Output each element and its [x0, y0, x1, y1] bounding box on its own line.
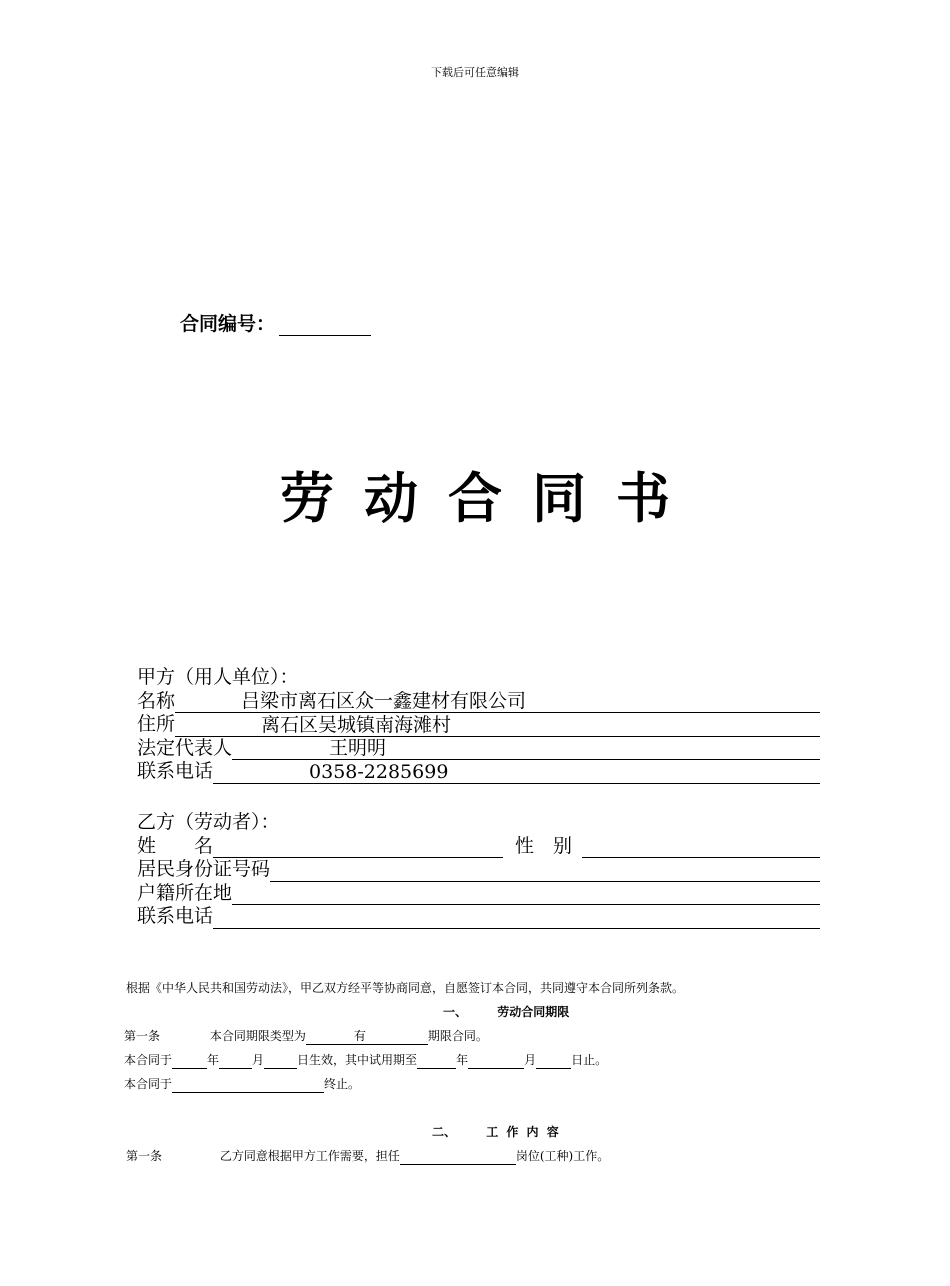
- section-1-clause-text-pre: 本合同期限类型为: [209, 1029, 306, 1043]
- party-b-phone-label: 联系电话: [137, 905, 214, 927]
- party-b-name-gender-row: [137, 835, 820, 859]
- party-b-name-field[interactable]: [213, 835, 503, 858]
- party-a-name-row: [137, 690, 820, 714]
- probation-year-label: 年: [456, 1053, 469, 1067]
- party-a-name-value: 吕梁市离石区众一鑫建材有限公司: [241, 690, 527, 712]
- party-b-id-field[interactable]: [270, 859, 820, 882]
- start-year-field[interactable]: [172, 1053, 207, 1069]
- position-field[interactable]: [400, 1149, 516, 1165]
- party-a-name-label: 名称: [137, 689, 176, 712]
- party-a-address-field[interactable]: [175, 714, 820, 737]
- contract-number-label: 合同编号：: [180, 313, 276, 335]
- start-prefix: 本合同于: [124, 1053, 173, 1067]
- contract-type-value: 有: [353, 1029, 366, 1043]
- end-suffix: 终止。: [324, 1077, 361, 1091]
- party-a-block: [137, 666, 820, 784]
- party-a-legal-rep-label: 法定代表人: [137, 736, 233, 759]
- section-1-clause-1: [124, 1027, 488, 1045]
- section-2-clause-label: 第一条: [126, 1149, 163, 1163]
- start-month-field[interactable]: [219, 1053, 252, 1069]
- end-date-field[interactable]: [172, 1077, 324, 1093]
- party-a-legal-rep-value: 王明明: [329, 737, 387, 759]
- party-b-heading: 乙方（劳动者）：: [137, 811, 280, 833]
- party-b-name-label: 姓 名: [137, 834, 214, 857]
- probation-month-field[interactable]: [468, 1053, 524, 1069]
- party-a-phone-field[interactable]: [213, 761, 820, 784]
- party-a-legal-rep-field[interactable]: [232, 737, 820, 760]
- effective-text: 日生效，其中试用期至: [297, 1053, 418, 1067]
- start-year-label: 年: [207, 1053, 220, 1067]
- party-b-hukou-field[interactable]: [232, 882, 820, 905]
- probation-month-label: 月: [524, 1053, 537, 1067]
- party-b-id-row: [137, 858, 820, 882]
- contract-number: [180, 309, 371, 336]
- section-1-heading: [443, 1003, 569, 1020]
- party-b-phone-field[interactable]: [213, 906, 820, 929]
- party-a-name-field[interactable]: [175, 690, 820, 713]
- section-2-clause-text-pre: 乙方同意根据甲方工作需要，担任: [219, 1149, 400, 1163]
- party-a-phone-value: 0358-2285699: [309, 760, 449, 783]
- party-a-address-value: 离石区吴城镇南海滩村: [261, 713, 452, 736]
- party-b-hukou-row: [137, 882, 820, 906]
- contract-number-field[interactable]: [279, 315, 371, 336]
- party-a-address-label: 住所: [137, 713, 176, 735]
- section-1-clause-label: 第一条: [124, 1029, 161, 1043]
- probation-day-field[interactable]: [536, 1053, 571, 1069]
- section-2-number: 二、: [432, 1125, 457, 1139]
- party-b-block: [137, 811, 820, 929]
- party-a-phone-label: 联系电话: [137, 760, 214, 782]
- party-a-phone-row: [137, 760, 820, 784]
- party-b-phone-row: [137, 905, 820, 929]
- section-1-start-line: [124, 1051, 607, 1069]
- party-a-address-row: [137, 713, 820, 737]
- party-b-gender-field[interactable]: [582, 835, 820, 858]
- party-b-gender-label: 性 别: [515, 834, 573, 857]
- header-note: 下载后可任意编辑: [431, 66, 519, 79]
- section-1-number: 一、: [443, 1005, 468, 1019]
- section-1-clause-text-post: 期限合同。: [427, 1029, 488, 1043]
- party-b-heading-row: [137, 811, 820, 835]
- section-1-title: 劳动合同期限: [497, 1005, 570, 1019]
- start-month-label: 月: [252, 1053, 265, 1067]
- section-2-clause-text-post: 岗位(工种)工作。: [515, 1149, 610, 1163]
- section-2-heading: [432, 1123, 561, 1140]
- party-b-id-label: 居民身份证号码: [137, 858, 271, 880]
- preamble: 根据《中华人民共和国劳动法》，甲乙双方经平等协商同意，自愿签订本合同，共同遵守本合同所列条款。: [126, 981, 685, 995]
- party-a-legal-rep-row: [137, 737, 820, 761]
- section-2-clause-1: [126, 1147, 609, 1165]
- probation-year-field[interactable]: [417, 1053, 456, 1069]
- end-prefix: 本合同于: [124, 1077, 173, 1091]
- section-1-end-line: [124, 1075, 360, 1093]
- contract-type-field[interactable]: [306, 1029, 428, 1045]
- party-b-hukou-label: 户籍所在地: [137, 881, 233, 904]
- party-a-heading-row: [137, 666, 820, 690]
- probation-end-text: 日止。: [571, 1053, 608, 1067]
- document-title: 劳动合同书: [280, 467, 700, 530]
- party-a-heading: 甲方（用人单位）：: [137, 666, 299, 688]
- section-2-title: 工 作 内 容: [486, 1125, 561, 1139]
- start-day-field[interactable]: [264, 1053, 297, 1069]
